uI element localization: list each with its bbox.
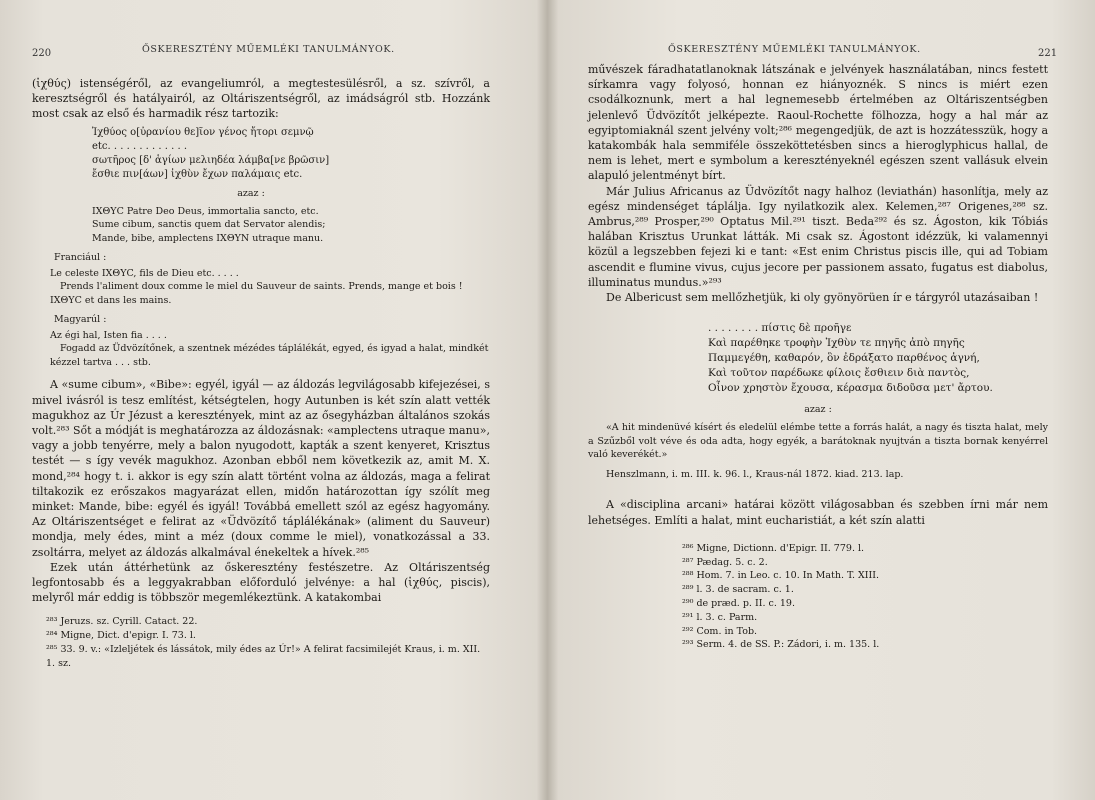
- verse-line: Ἰχθύος ο[ὐρανίου θε]ῖον γένος ἤτορι σεμνῷ: [92, 126, 314, 138]
- footnote: ²⁸³ Jeruzs. sz. Cyrill. Catact. 22.: [46, 616, 198, 628]
- verse-line: Mande, bibe, amplectens ΙΧΘΥΝ utraque manu.: [92, 232, 324, 244]
- footnote: ²⁹² Com. in Tob.: [682, 625, 758, 637]
- verse-line: Az égi hal, Isten fia . . . .: [50, 329, 167, 341]
- page-number: 221: [1038, 48, 1058, 59]
- verse-line: Le celeste ΙΧΘΥC, fils de Dieu etc. . . . .: [50, 267, 239, 279]
- paragraph: Ezek után áttérhetünk az őskeresztény festészetre. Az Oltáriszentség legfontosabb és a leggyakrabban előforduló jelvénye: a hal (ἰχθύς, piscis), melyről már eddig is többször megemlékeztünk. A katakombai: [32, 560, 490, 605]
- verse-line: etc. . . . . . . . . . . . .: [92, 140, 188, 152]
- footnotes: [668, 542, 1048, 652]
- azaz-label: azaz :: [804, 404, 832, 416]
- verse-line: Καὶ παρέθηκε τροφὴν Ἰχθὺν τε πηγῆς ἀπὸ πηγῆς: [708, 337, 965, 350]
- running-header: ŐSKERESZTÉNY MŰEMLÉKI TANULMÁNYOK.: [142, 44, 395, 55]
- page-body: [32, 76, 490, 671]
- verse-line: Fogadd az Üdvözítőnek, a szentnek mézédes táplálékát, egyed, és igyad a halat, mindkét kézzel tartva . . . stb.: [50, 343, 489, 368]
- verse-line: ΙΧΘΥC Patre Deo Deus, immortalia sancto, etc.: [92, 205, 319, 217]
- footnote: ²⁸⁴ Migne, Dict. d'epigr. I. 73. l.: [46, 630, 196, 642]
- paragraph: (ἰχθύς) istenségéről, az evangeliumról, a megtestesülésről, a sz. szívről, a keresztségről és hatályairól, az Oltáriszentségről, az imádságról stb. Hozzánk most csak az első és harmadik rész tartozik:: [32, 77, 490, 121]
- footnote: ²⁸⁸ Hom. 7. in Leo. c. 10. In Math. T. XIII.: [682, 570, 880, 582]
- footnote: ²⁹⁰ de præd. p. II. c. 19.: [682, 598, 795, 610]
- paragraph: De Albericust sem mellőzhetjük, ki oly gyönyörüen ír e tárgyról utazásaiban !: [606, 291, 1039, 305]
- paragraph: Már Julius Africanus az Üdvözítőt nagy halhoz (leviathán) hasonlítja, mely az egész mindenséget táplálja. Igy nyilatkozik alex. Kelemen,²⁸⁷ Origenes,²⁸⁸ sz. Ambrus,²⁸⁹ Prosper,²⁹⁰ Optatus Mil.²⁹¹ tiszt. Beda²⁹² és sz. Ágoston, kik Tóbiás halában Krisztus Urunkat látták. Mi csak sz. Ágostont idézzük, ki valamennyi közül a legszebben fejezi ki e tant: «Est enim Christus piscis ille, qui ad Tobiam ascendit e flumine vivus, cujus jecore per passionem assato, fugatus est diabolus, illuminatus mundus.»²⁹³: [588, 184, 1048, 289]
- page-body: [588, 62, 1048, 652]
- verse-line: σωτῆρος [δ' ἁγίων μελιηδέα λάμβα[νε βρῶσιν]: [92, 154, 330, 166]
- footnote: ²⁸⁵ 33. 9. v.: «Izleljétek és lássátok, mily édes az Úr!» A felirat facsimilejét Kraus, i. m. XII. 1. sz.: [46, 643, 481, 669]
- verse-line: Οἶνον χρηστὸν ἔχουσα, κέρασμα διδοῦσα μετ' ἄρτου.: [708, 382, 993, 395]
- footnote: ²⁹¹ l. 3. c. Parm.: [682, 611, 758, 623]
- verse-line: ἔσθιε πιν[άων] ἰχθὺν ἔχων παλάμαις etc.: [92, 168, 303, 180]
- running-header: ŐSKERESZTÉNY MŰEMLÉKI TANULMÁNYOK.: [668, 44, 921, 55]
- citation: Henszlmann, i. m. III. k. 96. l., Kraus-nál 1872. kiad. 213. lap.: [606, 468, 904, 480]
- verse-line: Prends l'aliment doux comme le miel du Sauveur de saints. Prends, mange et bois ! ΙΧΘΥC et dans les mains.: [50, 281, 463, 306]
- verse-line: Καὶ τοῦτον παρέδωκε φίλοις ἔσθιειν διὰ παντὸς,: [708, 367, 970, 380]
- verse-line: Sume cibum, sanctis quem dat Servator alendis;: [92, 219, 326, 231]
- footnotes: [32, 615, 490, 670]
- paragraph: A «disciplina arcani» határai között világosabban és szebben írni már nem lehetséges. Említi a halat, mint eucharistiát, a két szín alatti: [588, 498, 1048, 527]
- french-label: Franciául :: [54, 252, 107, 264]
- page-number: 220: [32, 48, 52, 59]
- footnote: ²⁹³ Serm. 4. de SS. P.: Zádori, i. m. 135. l.: [682, 639, 880, 651]
- latin-verse: [92, 205, 490, 246]
- paragraph: művészek fáradhatatlanoknak látszának e jelvények használatában, nincs festett sírkamra vagy folyosó, honnan ez hiányoznék. S nincs is miért ezen csodálkoznunk, mert a hal legnemesebb értelmében az Oltáriszentségben jelenlevő Üdvözítőt jelképezte. Raoul-Rochette fölhozza, hogy a hal már az egyiptomiaknál szent jelvény volt;²⁸⁶ megengedjük, de azt is hozzátesszük, hogy a katakombák hala semmiféle összeköttetésben sincs a hieroglyphicus hallal, de nem is lehet, mert e symbolum a keresztényeknél egészen szent vallásuk elvein alapuló jelentményt bírt.: [588, 63, 1048, 183]
- verse-line: Παμμεγέθη, καθαρόν, ὃν ἐδράξατο παρθένος ἁγνή,: [708, 352, 980, 365]
- greek-verse: [92, 126, 490, 182]
- paragraph: A «sume cibum», «Bibe»: egyél, igyál — az áldozás legvilágosabb kifejezései, s mivel ivásról is tesz említést, kétségtelen, hogy Autunben is két szín alatt vették magukhoz az Úr Jézust a keresztények, mint az az ősegyházban általános szokás volt.²⁸³ Sőt a módját is meghatározza az áldozásnak: «amplectens utraque manu», vagy a jobb tenyérre, mely a balon nyugodott, kapták a szent kenyeret, Krisztus testét — s így vevék magukhoz. Azonban ebből nem következik az, amit M. X. mond,²⁸⁴ hogy t. i. akkor is egy szín alatt történt volna az áldozás, maga a felirat tiltakozik ez erőszakos magyarázat ellen, midőn határozottan így szólít meg minket: Mande, bibe: egyél és igyál! Továbbá emellett szól az egész hagyomány. Az Oltáriszentséget e felirat az «Üdvözítő táplálékának» (aliment du Sauveur) mondja, mely édes, mint a méz (doux comme le miel), vonatkozással a 33. zsoltárra, melyet az áldozás alkalmával énekeltek a hívek.²⁸⁵: [32, 378, 490, 559]
- footnote: ²⁸⁷ Pædag. 5. c. 2.: [682, 556, 768, 568]
- hungarian-text: [50, 329, 490, 370]
- hungarian-label: Magyarúl :: [54, 314, 107, 326]
- translation: «A hit mindenüvé kísért és eledelül elémbe tette a forrás halát, a nagy és tiszta halat, mely a Szűzből volt véve és oda adta, hogy egyék, a barátoknak nyujtván a tiszta bornak kenyérrel való keverékét.»: [588, 422, 1048, 461]
- greek-verse: [708, 321, 1048, 396]
- right-page: [548, 0, 1095, 800]
- footnote: ²⁸⁶ Migne, Dictionn. d'Epigr. II. 779. l.: [682, 542, 865, 554]
- french-text: [50, 267, 490, 308]
- azaz-label: azaz :: [237, 187, 265, 199]
- verse-line: . . . . . . . . πίστις δὲ προῆγε: [708, 322, 852, 335]
- footnote: ²⁸⁹ l. 3. de sacram. c. 1.: [682, 584, 794, 596]
